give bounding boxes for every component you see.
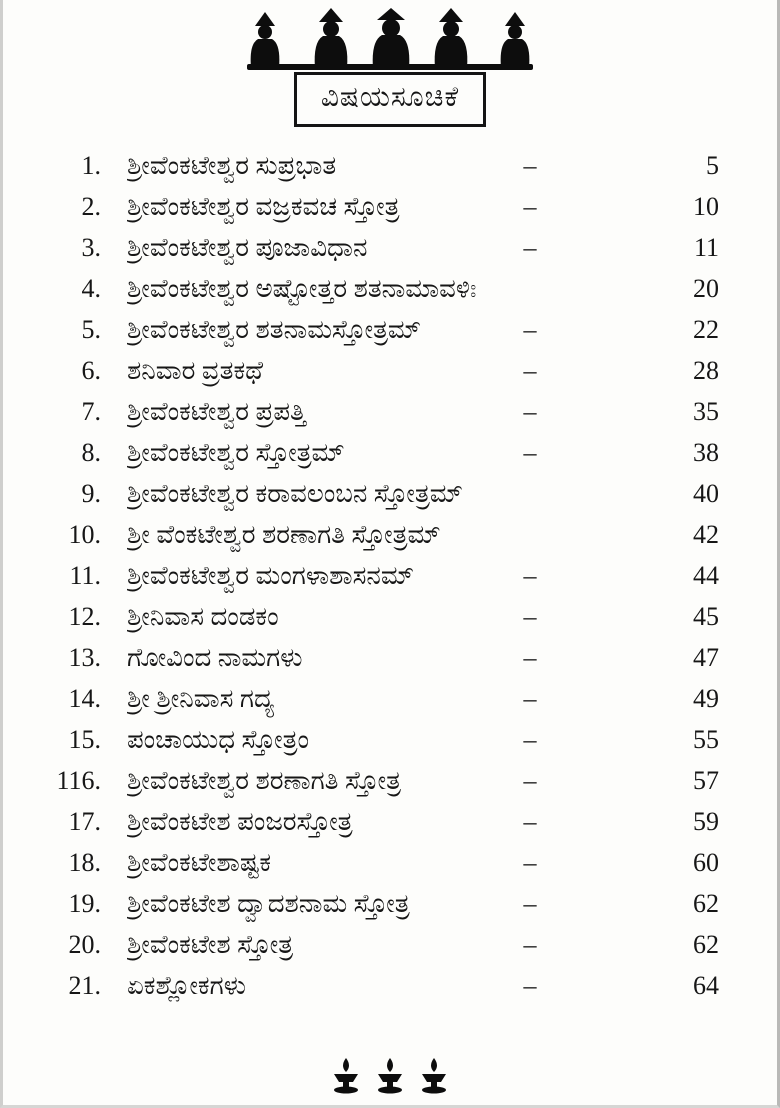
entry-title: ಶ್ರೀವೆಂಕಟೇಶ್ವರ ವಜ್ರಕವಚ ಸ್ತೋತ್ರ (127, 192, 400, 221)
toc-row (37, 473, 719, 514)
toc-row (37, 432, 719, 473)
entry-title: ಶ್ರೀವೆಂಕಟೇಶ ಸ್ತೋತ್ರ (127, 930, 294, 959)
toc-row (37, 678, 719, 719)
entry-number: 20. (68, 930, 101, 959)
entry-dash: – (523, 930, 537, 959)
toc-row (37, 555, 719, 596)
entry-page: 10 (693, 192, 719, 221)
entry-page: 45 (693, 602, 719, 631)
entry-number: 14. (68, 684, 101, 713)
entry-title: ಶ್ರೀವೆಂಕಟೇಶ ದ್ವಾದಶನಾಮ ಸ್ತೋತ್ರ (127, 889, 410, 918)
entry-title: ಶ್ರೀವೆಂಕಟೇಶಾಷ್ಟಕ (127, 848, 272, 877)
entry-page: 60 (693, 848, 719, 877)
entry-title: ಶ್ರೀವೆಂಕಟೇಶ್ವರ ಕರಾವಲಂಬನ ಸ್ತೋತ್ರಮ್ (127, 479, 463, 508)
entry-page: 49 (693, 684, 719, 713)
entry-dash: – (523, 192, 537, 221)
entry-page: 20 (693, 274, 719, 303)
entry-title: ಶ್ರೀವೆಂಕಟೇಶ ಪಂಜರಸ್ತೋತ್ರ (127, 807, 353, 836)
toc-row (37, 268, 719, 309)
three-oil-lamps-ornament (3, 1057, 777, 1095)
entry-number: 5. (81, 315, 101, 344)
entry-dash: – (523, 151, 537, 180)
entry-number: 4. (81, 274, 101, 303)
entry-page: 28 (693, 356, 719, 385)
entry-page: 35 (693, 397, 719, 426)
entry-dash: – (523, 602, 537, 631)
entry-dash: – (523, 889, 537, 918)
entry-dash: – (523, 356, 537, 385)
entry-title: ಶ್ರೀವೆಂಕಟೇಶ್ವರ ಶರಣಾಗತಿ ಸ್ತೋತ್ರ (127, 766, 401, 795)
toc-row (37, 227, 719, 268)
entry-title: ಶನಿವಾರ ವ್ರತಕಥೆ (127, 356, 263, 385)
entry-number: 18. (68, 848, 101, 877)
oil-lamp-icon (417, 1057, 451, 1095)
toc-row (37, 186, 719, 227)
page-title: ವಿಷಯಸೂಚಿಕೆ (294, 72, 486, 127)
entry-page: 59 (693, 807, 719, 836)
entry-title: ಪಂಚಾಯುಧ ಸ್ತೋತ್ರಂ (127, 725, 310, 754)
entry-number: 17. (68, 807, 101, 836)
oil-lamp-icon (373, 1057, 407, 1095)
entry-title: ಶ್ರೀವೆಂಕಟೇಶ್ವರ ಸ್ತೋತ್ರಮ್ (127, 438, 345, 467)
toc-list (3, 145, 777, 1006)
entry-number: 11. (69, 561, 101, 590)
toc-row (37, 145, 719, 186)
toc-row (37, 801, 719, 842)
entry-title: ಶ್ರೀ ವೆಂಕಟೇಶ್ವರ ಶರಣಾಗತಿ ಸ್ತೋತ್ರಮ್ (127, 520, 441, 549)
toc-row (37, 309, 719, 350)
entry-dash: – (523, 807, 537, 836)
toc-row (37, 760, 719, 801)
entry-dash: – (523, 725, 537, 754)
entry-number: 7. (81, 397, 101, 426)
entry-dash: – (523, 848, 537, 877)
entry-number: 8. (81, 438, 101, 467)
entry-dash: – (523, 315, 537, 344)
entry-page: 64 (693, 971, 719, 1000)
entry-page: 62 (693, 930, 719, 959)
entry-page: 42 (693, 520, 719, 549)
entry-number: 10. (68, 520, 101, 549)
toc-row (37, 514, 719, 555)
toc-row (37, 596, 719, 637)
entry-number: 9. (81, 479, 101, 508)
oil-lamp-icon (329, 1057, 363, 1095)
entry-page: 47 (693, 643, 719, 672)
entry-title: ಶ್ರೀವೆಂಕಟೇಶ್ವರ ಮಂಗಳಾಶಾಸನಮ್ (127, 561, 414, 590)
entry-dash: – (523, 397, 537, 426)
entry-number: 116. (56, 766, 101, 795)
entry-dash: – (523, 438, 537, 467)
entry-number: 13. (68, 643, 101, 672)
entry-number: 12. (68, 602, 101, 631)
entry-number: 1. (81, 151, 101, 180)
entry-dash: – (523, 561, 537, 590)
entry-number: 21. (68, 971, 101, 1000)
deity-figures-ornament (3, 0, 777, 64)
entry-page: 40 (693, 479, 719, 508)
entry-title: ಗೋವಿಂದ ನಾಮಗಳು (127, 643, 303, 672)
entry-dash: – (523, 233, 537, 262)
toc-row (37, 965, 719, 1006)
entry-page: 55 (693, 725, 719, 754)
toc-row (37, 350, 719, 391)
entry-page: 22 (693, 315, 719, 344)
toc-row (37, 637, 719, 678)
entry-page: 11 (693, 233, 719, 262)
entry-page: 44 (693, 561, 719, 590)
entry-number: 3. (81, 233, 101, 262)
entry-page: 62 (693, 889, 719, 918)
toc-row (37, 719, 719, 760)
entry-number: 6. (81, 356, 101, 385)
entry-title: ಶ್ರೀವೆಂಕಟೇಶ್ವರ ಅಷ್ಟೋತ್ತರ ಶತನಾಮಾವಳಿಃ (127, 274, 477, 303)
entry-title: ಶ್ರೀವೆಂಕಟೇಶ್ವರ ಸುಪ್ರಭಾತ (127, 151, 337, 180)
entry-number: 2. (81, 192, 101, 221)
entry-dash: – (523, 971, 537, 1000)
entry-page: 57 (693, 766, 719, 795)
entry-title: ಏಕಶ್ಲೋಕಗಳು (127, 971, 247, 1000)
toc-row (37, 883, 719, 924)
entry-title: ಶ್ರೀವೆಂಕಟೇಶ್ವರ ಪ್ರಪತ್ತಿ (127, 397, 307, 426)
entry-number: 19. (68, 889, 101, 918)
entry-page: 5 (706, 151, 719, 180)
entry-page: 38 (693, 438, 719, 467)
entry-title: ಶ್ರೀ ಶ್ರೀನಿವಾಸ ಗದ್ಯ (127, 684, 275, 713)
toc-row (37, 924, 719, 965)
entry-title: ಶ್ರೀನಿವಾಸ ದಂಡಕಂ (127, 602, 279, 631)
toc-row (37, 842, 719, 883)
toc-row (37, 391, 719, 432)
entry-dash: – (523, 766, 537, 795)
entry-title: ಶ್ರೀವೆಂಕಟೇಶ್ವರ ಪೂಜಾವಿಧಾನ (127, 233, 368, 262)
entry-title: ಶ್ರೀವೆಂಕಟೇಶ್ವರ ಶತನಾಮಸ್ತೋತ್ರಮ್ (127, 315, 422, 344)
entry-number: 15. (68, 725, 101, 754)
entry-dash: – (523, 643, 537, 672)
entry-dash: – (523, 684, 537, 713)
